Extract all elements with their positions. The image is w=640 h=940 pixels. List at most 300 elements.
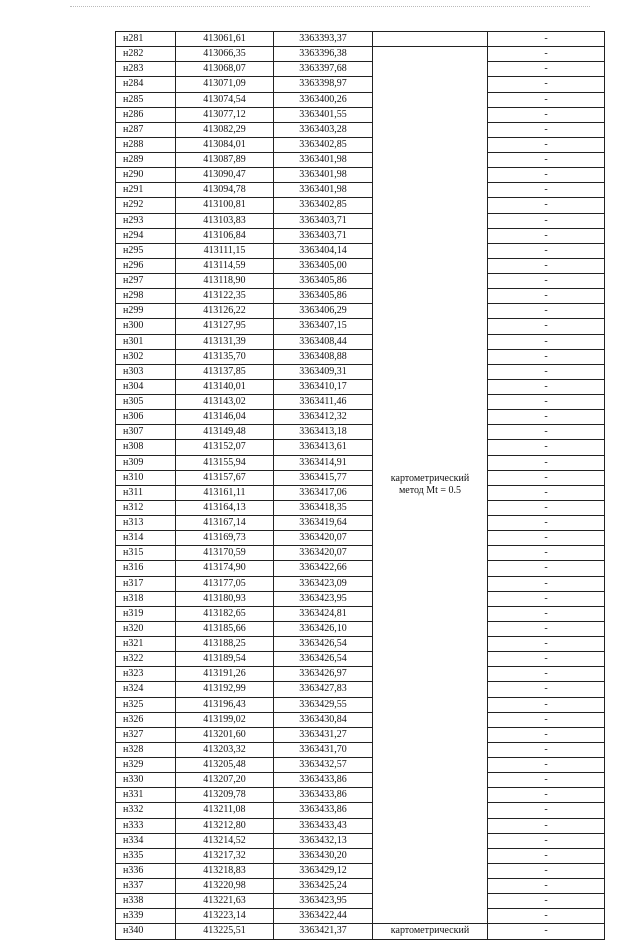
y-coordinate: 3363410,17 [274,379,373,394]
x-coordinate: 413084,01 [176,137,274,152]
y-coordinate: 3363397,68 [274,62,373,77]
y-coordinate: 3363429,55 [274,697,373,712]
y-coordinate: 3363422,44 [274,909,373,924]
x-coordinate: 413203,32 [176,742,274,757]
dash-value: - [488,485,605,500]
y-coordinate: 3363423,95 [274,894,373,909]
table-row [116,697,605,712]
dash-value: - [488,712,605,727]
dash-value: - [488,243,605,258]
point-id: н299 [116,304,176,319]
dash-value: - [488,122,605,137]
y-coordinate: 3363431,27 [274,727,373,742]
table-row [116,788,605,803]
dash-value: - [488,425,605,440]
point-id: н302 [116,349,176,364]
dash-value: - [488,198,605,213]
y-coordinate: 3363413,61 [274,440,373,455]
dash-value: - [488,863,605,878]
y-coordinate: 3363405,86 [274,289,373,304]
dash-value: - [488,470,605,485]
point-id: н286 [116,107,176,122]
point-id: н298 [116,289,176,304]
y-coordinate: 3363422,66 [274,561,373,576]
table-row [116,304,605,319]
x-coordinate: 413220,98 [176,879,274,894]
dash-value: - [488,606,605,621]
x-coordinate: 413122,35 [176,289,274,304]
y-coordinate: 3363398,97 [274,77,373,92]
table-row [116,153,605,168]
point-id: н322 [116,652,176,667]
table-row [116,485,605,500]
table-row [116,319,605,334]
method-line-1: картометрический [390,473,470,485]
x-coordinate: 413191,26 [176,667,274,682]
point-id: н332 [116,803,176,818]
point-id: н289 [116,153,176,168]
y-coordinate: 3363421,37 [274,924,373,939]
table-row [116,531,605,546]
x-coordinate: 413137,85 [176,364,274,379]
y-coordinate: 3363404,14 [274,243,373,258]
dash-value: - [488,516,605,531]
point-id: н294 [116,228,176,243]
table-row [116,591,605,606]
x-coordinate: 413207,20 [176,773,274,788]
method-cell-empty [373,32,488,47]
dash-value: - [488,788,605,803]
point-id: н315 [116,546,176,561]
dash-value: - [488,168,605,183]
y-coordinate: 3363429,12 [274,863,373,878]
point-id: н304 [116,379,176,394]
point-id: н330 [116,773,176,788]
point-id: н308 [116,440,176,455]
y-coordinate: 3363430,20 [274,848,373,863]
dash-value: - [488,395,605,410]
coordinates-table-body [116,32,605,940]
table-row [116,440,605,455]
table-row [116,379,605,394]
table-row [116,637,605,652]
x-coordinate: 413066,35 [176,47,274,62]
x-coordinate: 413180,93 [176,591,274,606]
table-row [116,758,605,773]
dash-value: - [488,621,605,636]
x-coordinate: 413074,54 [176,92,274,107]
dash-value: - [488,47,605,62]
point-id: н333 [116,818,176,833]
x-coordinate: 413182,65 [176,606,274,621]
dash-value: - [488,379,605,394]
x-coordinate: 413087,89 [176,153,274,168]
x-coordinate: 413212,80 [176,818,274,833]
table-row [116,516,605,531]
x-coordinate: 413126,22 [176,304,274,319]
dash-value: - [488,137,605,152]
point-id: н313 [116,516,176,531]
dash-value: - [488,818,605,833]
point-id: н318 [116,591,176,606]
dash-value: - [488,334,605,349]
point-id: н303 [116,364,176,379]
table-row [116,742,605,757]
y-coordinate: 3363425,24 [274,879,373,894]
y-coordinate: 3363418,35 [274,500,373,515]
point-id: н334 [116,833,176,848]
coordinates-table [115,31,605,940]
y-coordinate: 3363424,81 [274,606,373,621]
y-coordinate: 3363420,07 [274,531,373,546]
x-coordinate: 413223,14 [176,909,274,924]
dash-value: - [488,697,605,712]
y-coordinate: 3363432,13 [274,833,373,848]
point-id: н288 [116,137,176,152]
table-row [116,773,605,788]
table-row [116,107,605,122]
dash-value: - [488,410,605,425]
y-coordinate: 3363420,07 [274,546,373,561]
point-id: н290 [116,168,176,183]
dash-value: - [488,500,605,515]
dash-value: - [488,62,605,77]
y-coordinate: 3363403,71 [274,213,373,228]
y-coordinate: 3363431,70 [274,742,373,757]
method-line-2: метод Mt = 0.5 [398,485,462,497]
y-coordinate: 3363419,64 [274,516,373,531]
dash-value: - [488,92,605,107]
point-id: н301 [116,334,176,349]
point-id: н323 [116,667,176,682]
y-coordinate: 3363401,98 [274,183,373,198]
x-coordinate: 413100,81 [176,198,274,213]
y-coordinate: 3363426,10 [274,621,373,636]
table-row [116,667,605,682]
y-coordinate: 3363405,00 [274,258,373,273]
y-coordinate: 3363402,85 [274,198,373,213]
x-coordinate: 413149,48 [176,425,274,440]
dash-value: - [488,848,605,863]
table-row [116,909,605,924]
point-id: н296 [116,258,176,273]
x-coordinate: 413192,99 [176,682,274,697]
point-id: н321 [116,637,176,652]
dash-value: - [488,258,605,273]
x-coordinate: 413211,08 [176,803,274,818]
table-row [116,62,605,77]
table-row [116,455,605,470]
x-coordinate: 413177,05 [176,576,274,591]
point-id: н283 [116,62,176,77]
y-coordinate: 3363412,32 [274,410,373,425]
table-row [116,848,605,863]
dash-value: - [488,727,605,742]
table-row [116,395,605,410]
point-id: н282 [116,47,176,62]
table-row [116,863,605,878]
point-id: н324 [116,682,176,697]
y-coordinate: 3363406,29 [274,304,373,319]
point-id: н339 [116,909,176,924]
point-id: н307 [116,425,176,440]
dash-value: - [488,879,605,894]
table-row [116,894,605,909]
table-row [116,576,605,591]
x-coordinate: 413214,52 [176,833,274,848]
point-id: н338 [116,894,176,909]
table-row [116,32,605,47]
dash-value: - [488,773,605,788]
x-coordinate: 413106,84 [176,228,274,243]
table-row [116,137,605,152]
x-coordinate: 413225,51 [176,924,274,939]
x-coordinate: 413135,70 [176,349,274,364]
dash-value: - [488,183,605,198]
point-id: н327 [116,727,176,742]
x-coordinate: 413201,60 [176,727,274,742]
dash-value: - [488,304,605,319]
y-coordinate: 3363401,98 [274,168,373,183]
x-coordinate: 413061,61 [176,32,274,47]
y-coordinate: 3363393,37 [274,32,373,47]
y-coordinate: 3363411,46 [274,395,373,410]
y-coordinate: 3363401,98 [274,153,373,168]
dash-value: - [488,833,605,848]
point-id: н320 [116,621,176,636]
dash-value: - [488,364,605,379]
y-coordinate: 3363426,54 [274,652,373,667]
dash-value: - [488,667,605,682]
x-coordinate: 413071,09 [176,77,274,92]
x-coordinate: 413218,83 [176,863,274,878]
table-row [116,243,605,258]
y-coordinate: 3363433,43 [274,818,373,833]
dash-value: - [488,213,605,228]
x-coordinate: 413221,63 [176,894,274,909]
dash-value: - [488,909,605,924]
point-id: н325 [116,697,176,712]
point-id: н328 [116,742,176,757]
method-last-cell: картометрический [373,924,488,939]
table-row [116,818,605,833]
table-row [116,621,605,636]
table-row [116,198,605,213]
point-id: н281 [116,32,176,47]
point-id: н287 [116,122,176,137]
x-coordinate: 413170,59 [176,546,274,561]
y-coordinate: 3363400,26 [274,92,373,107]
x-coordinate: 413169,73 [176,531,274,546]
table-row [116,803,605,818]
point-id: н300 [116,319,176,334]
table-row [116,879,605,894]
dash-value: - [488,546,605,561]
dash-value: - [488,153,605,168]
y-coordinate: 3363432,57 [274,758,373,773]
dash-value: - [488,107,605,122]
x-coordinate: 413118,90 [176,274,274,289]
point-id: н285 [116,92,176,107]
y-coordinate: 3363433,86 [274,803,373,818]
x-coordinate: 413188,25 [176,637,274,652]
y-coordinate: 3363414,91 [274,455,373,470]
y-coordinate: 3363426,54 [274,637,373,652]
table-row [116,425,605,440]
dash-value: - [488,561,605,576]
point-id: н336 [116,863,176,878]
x-coordinate: 413114,59 [176,258,274,273]
point-id: н329 [116,758,176,773]
y-coordinate: 3363423,09 [274,576,373,591]
y-coordinate: 3363415,77 [274,470,373,485]
table-row [116,606,605,621]
point-id: н309 [116,455,176,470]
x-coordinate: 413068,07 [176,62,274,77]
x-coordinate: 413127,95 [176,319,274,334]
table-row [116,561,605,576]
point-id: н312 [116,500,176,515]
x-coordinate: 413082,29 [176,122,274,137]
table-row [116,289,605,304]
x-coordinate: 413152,07 [176,440,274,455]
point-id: н297 [116,274,176,289]
dash-value: - [488,924,605,939]
y-coordinate: 3363401,55 [274,107,373,122]
table-row [116,364,605,379]
x-coordinate: 413157,67 [176,470,274,485]
point-id: н326 [116,712,176,727]
y-coordinate: 3363413,18 [274,425,373,440]
table-row [116,349,605,364]
dash-value: - [488,319,605,334]
x-coordinate: 413185,66 [176,621,274,636]
x-coordinate: 413205,48 [176,758,274,773]
table-row [116,122,605,137]
point-id: н310 [116,470,176,485]
point-id: н284 [116,77,176,92]
point-id: н331 [116,788,176,803]
y-coordinate: 3363396,38 [274,47,373,62]
x-coordinate: 413161,11 [176,485,274,500]
x-coordinate: 413094,78 [176,183,274,198]
table-row [116,77,605,92]
point-id: н319 [116,606,176,621]
point-id: н317 [116,576,176,591]
dash-value: - [488,682,605,697]
method-merged-cell [373,47,488,924]
y-coordinate: 3363430,84 [274,712,373,727]
table-row [116,727,605,742]
dash-value: - [488,576,605,591]
table-row [116,228,605,243]
dash-value: - [488,440,605,455]
dash-value: - [488,77,605,92]
table-row [116,410,605,425]
x-coordinate: 413209,78 [176,788,274,803]
dash-value: - [488,894,605,909]
table-row [116,47,605,62]
table-row [116,682,605,697]
point-id: н305 [116,395,176,410]
point-id: н314 [116,531,176,546]
dash-value: - [488,32,605,47]
point-id: н316 [116,561,176,576]
y-coordinate: 3363408,44 [274,334,373,349]
table-row [116,274,605,289]
scan-header-artifact [70,6,590,11]
y-coordinate: 3363403,71 [274,228,373,243]
y-coordinate: 3363403,28 [274,122,373,137]
point-id: н306 [116,410,176,425]
y-coordinate: 3363426,97 [274,667,373,682]
x-coordinate: 413077,12 [176,107,274,122]
point-id: н311 [116,485,176,500]
y-coordinate: 3363405,86 [274,274,373,289]
x-coordinate: 413196,43 [176,697,274,712]
table-row [116,833,605,848]
x-coordinate: 413103,83 [176,213,274,228]
x-coordinate: 413217,32 [176,848,274,863]
y-coordinate: 3363433,86 [274,788,373,803]
dash-value: - [488,455,605,470]
x-coordinate: 413174,90 [176,561,274,576]
table-row [116,183,605,198]
point-id: н293 [116,213,176,228]
dash-value: - [488,742,605,757]
table-row [116,258,605,273]
y-coordinate: 3363409,31 [274,364,373,379]
y-coordinate: 3363427,83 [274,682,373,697]
x-coordinate: 413164,13 [176,500,274,515]
y-coordinate: 3363408,88 [274,349,373,364]
table-row [116,500,605,515]
x-coordinate: 413199,02 [176,712,274,727]
table-row [116,334,605,349]
dash-value: - [488,637,605,652]
x-coordinate: 413131,39 [176,334,274,349]
dash-value: - [488,289,605,304]
table-row [116,470,605,485]
x-coordinate: 413143,02 [176,395,274,410]
table-row [116,168,605,183]
table-row [116,546,605,561]
point-id: н295 [116,243,176,258]
dash-value: - [488,349,605,364]
table-row [116,652,605,667]
y-coordinate: 3363433,86 [274,773,373,788]
point-id: н337 [116,879,176,894]
point-id: н291 [116,183,176,198]
dash-value: - [488,274,605,289]
table-row [116,92,605,107]
table-row [116,924,605,939]
point-id: н335 [116,848,176,863]
dash-value: - [488,591,605,606]
y-coordinate: 3363407,15 [274,319,373,334]
table-row [116,712,605,727]
x-coordinate: 413090,47 [176,168,274,183]
dash-value: - [488,531,605,546]
y-coordinate: 3363417,06 [274,485,373,500]
x-coordinate: 413189,54 [176,652,274,667]
point-id: н340 [116,924,176,939]
dash-value: - [488,758,605,773]
dash-value: - [488,652,605,667]
dash-value: - [488,803,605,818]
x-coordinate: 413111,15 [176,243,274,258]
y-coordinate: 3363402,85 [274,137,373,152]
